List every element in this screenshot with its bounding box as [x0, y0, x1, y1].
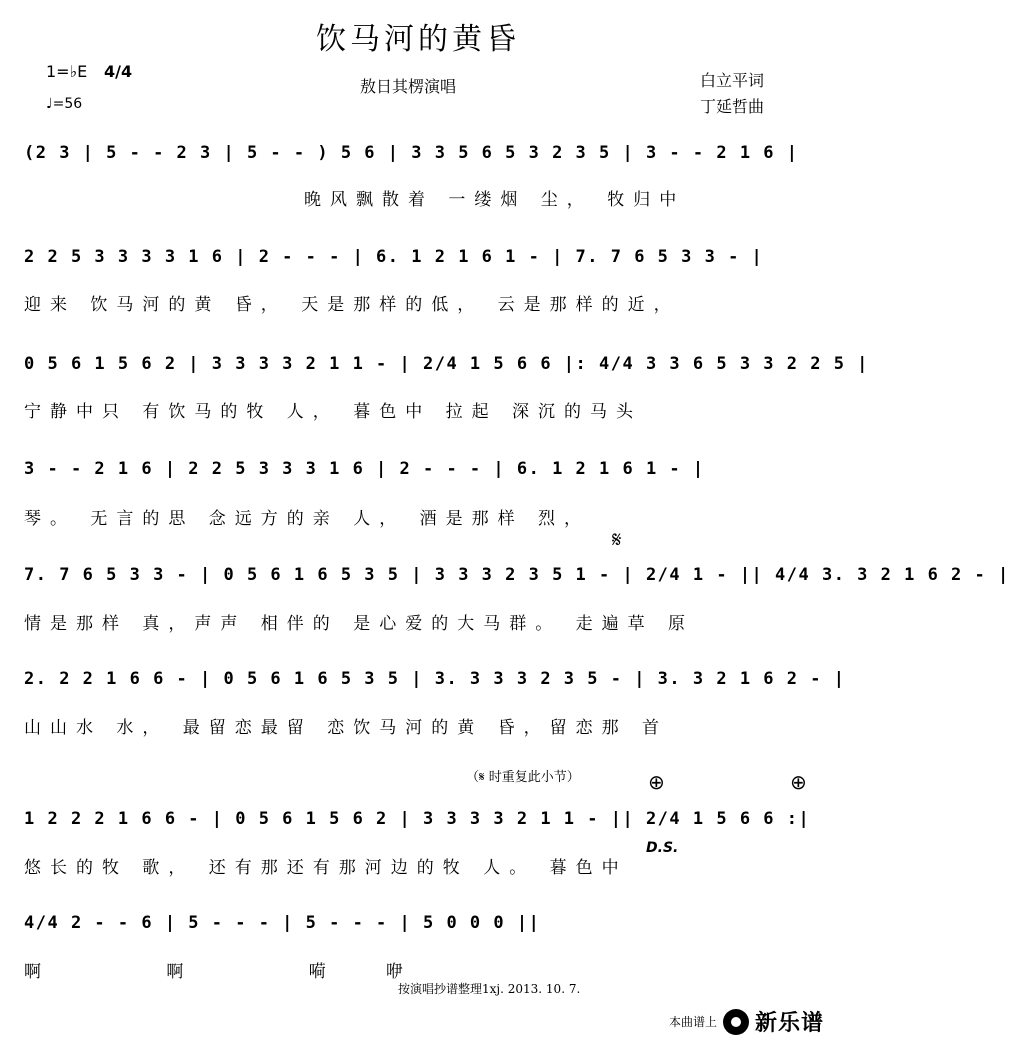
composer-credit: 丁延哲曲: [700, 97, 765, 116]
lyric-line: 悠长的牧 歌， 还有那还有那河边的牧 人。 暮色中: [24, 858, 628, 878]
repeat-note: （𝄋 时重复此小节）: [466, 770, 580, 785]
ds-mark: D.S.: [646, 840, 679, 856]
score-line: 2 2 5 3 3 3 3 1 6 | 2 - - - | 6. 1 2 1 6 1 - | 7. 7 6 5 3 3 - |: [24, 247, 764, 267]
score-line: 4/4 2 - - 6 | 5 - - - | 5 - - - | 5 0 0 0 ||: [24, 913, 541, 933]
lyric-line: 宁静中只 有饮马的牧 人， 暮色中 拉起 深沉的马头: [24, 402, 643, 422]
tempo-marking: ♩=56: [46, 96, 83, 112]
site-logo[interactable]: [669, 1006, 824, 1037]
lyric-line: 迎来 饮马河的黄 昏， 天是那样的低， 云是那样的近，: [24, 295, 680, 315]
segno-sign: 𝄋: [612, 528, 622, 553]
lyricist-credit: 白立平词: [700, 71, 765, 90]
score-line: 1 2 2 2 1 6 6 - | 0 5 6 1 5 6 2 | 3 3 3 3 2 1 1 - || 2/4 1 5 6 6 :|: [24, 809, 811, 829]
page-title: 饮马河的黄昏: [316, 22, 520, 57]
singer-credit: 敖日其楞演唱: [360, 77, 457, 96]
lyric-line: 情是那样 真，声声 相伴的 是心爱的大马群。 走遍草 原: [24, 614, 695, 634]
music-disc-icon: [723, 1009, 749, 1035]
lyric-line: 琴。 无言的思 念远方的亲 人， 酒是那样 烈，: [24, 509, 591, 529]
lyric-line: 晚风飘散着 一缕烟 尘， 牧归中: [304, 190, 686, 210]
coda-sign: ⊕: [648, 770, 665, 794]
score-line: 7. 7 6 5 3 3 - | 0 5 6 1 6 5 3 5 | 3 3 3 2 3 5 1 - | 2/4 1 - || 4/4 3. 3 2 1 6 2 - |: [24, 565, 1010, 585]
time-signature: 4/4: [104, 62, 133, 81]
score-line: (2 3 | 5 - - 2 3 | 5 - - ) 5 6 | 3 3 5 6 5 3 2 3 5 | 3 - - 2 1 6 |: [24, 143, 799, 163]
coda-sign: ⊕: [790, 770, 807, 794]
lyric-line: 啊 啊 嗬咿: [24, 962, 463, 982]
transcriber-note: 按演唱抄谱整理1xj. 2013. 10. 7.: [398, 982, 581, 996]
key-signature: 1=♭E: [46, 62, 88, 81]
logo-prefix: 本曲谱上: [668, 1015, 717, 1029]
lyric-line: 山山水 水， 最留恋最留 恋饮马河的黄 昏，留恋那 首: [24, 718, 669, 738]
score-line: 0 5 6 1 5 6 2 | 3 3 3 3 2 1 1 - | 2/4 1 5 6 6 |: 4/4 3 3 6 5 3 3 2 2 5 |: [24, 354, 869, 374]
score-line: 3 - - 2 1 6 | 2 2 5 3 3 3 1 6 | 2 - - - | 6. 1 2 1 6 1 - |: [24, 459, 705, 479]
score-line: 2. 2 2 1 6 6 - | 0 5 6 1 6 5 3 5 | 3. 3 3 3 2 3 5 - | 3. 3 2 1 6 2 - |: [24, 669, 846, 689]
logo-name: 新乐谱: [754, 1011, 824, 1036]
